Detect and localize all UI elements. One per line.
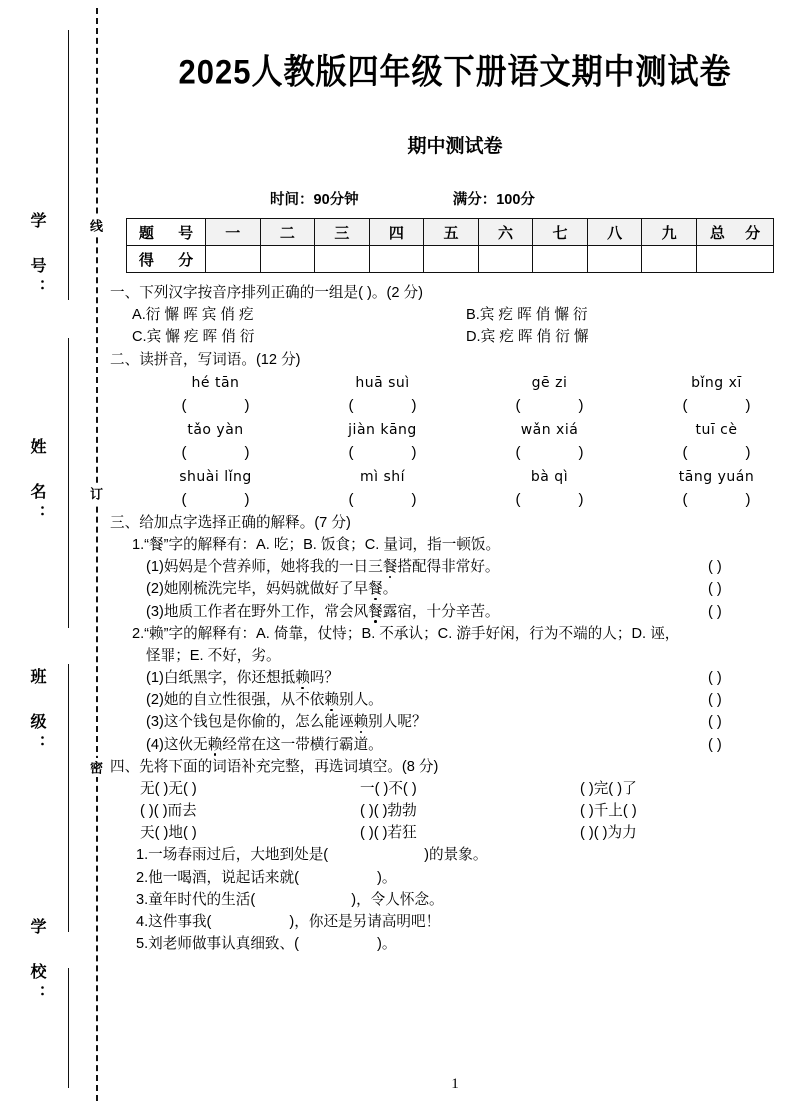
- idiom-blank[interactable]: 无( )无( ): [140, 780, 197, 797]
- pinyin-text: jiàn kāng: [348, 421, 417, 438]
- fill-sentence-4: 4.这件事我( )，你还是另请高明吧！: [136, 913, 441, 930]
- pinyin-row-2: [110, 420, 800, 465]
- score-cell-3[interactable]: [315, 246, 370, 273]
- exam-total-score: 满分：100分: [452, 192, 535, 208]
- seam-word-xian: 线: [89, 216, 102, 235]
- dotted-char: 餐: [368, 581, 383, 598]
- answer-blank[interactable]: ( ): [708, 670, 722, 687]
- idiom-blank[interactable]: 天( )地( ): [140, 825, 197, 842]
- answer-blank[interactable]: ( ): [708, 559, 722, 576]
- score-cell-8[interactable]: [587, 246, 642, 273]
- section-3-q2-item: [110, 689, 800, 711]
- score-col-4: 四: [369, 219, 424, 246]
- pinyin-cell: [466, 373, 633, 418]
- seam-solid-4: [68, 968, 69, 1088]
- idiom-blank[interactable]: ( )( )勃勃: [359, 803, 417, 820]
- pinyin-text: hé tān: [191, 374, 240, 391]
- dotted-char: 赖: [207, 736, 223, 753]
- pinyin-text: tāng yuán: [678, 468, 755, 485]
- dotted-char: 餐: [368, 603, 383, 620]
- answer-blank[interactable]: ( ): [708, 714, 722, 731]
- answer-blank[interactable]: ( ): [181, 444, 250, 462]
- exam-duration: 时间：90分钟: [270, 192, 359, 208]
- binding-sidebar: [0, 0, 110, 1109]
- answer-blank[interactable]: ( ): [181, 491, 250, 509]
- exam-meta: [110, 188, 800, 209]
- pinyin-cell: [299, 420, 466, 465]
- score-cell-7[interactable]: [533, 246, 588, 273]
- section-1-heading: 一、下列汉字按音序排列正确的一组是( )。(2 分): [110, 285, 423, 301]
- answer-blank[interactable]: ( ): [682, 396, 751, 414]
- idiom-row-1: [110, 778, 800, 800]
- answer-blank[interactable]: ( ): [515, 396, 584, 414]
- item-text: (4)这伙无赖经常在这一带横行霸道。: [146, 736, 383, 753]
- pinyin-cell: [132, 467, 299, 512]
- score-table-header-row: [127, 219, 774, 246]
- item-text: (2)她刚梳洗完毕，妈妈就做好了早餐。: [146, 581, 398, 598]
- score-col-1: 一: [206, 219, 261, 246]
- section-3-q1-item: [110, 578, 800, 600]
- seam-solid-3: [68, 664, 69, 932]
- section-4-heading: 四、先将下面的词语补充完整，再选词填空。(8 分): [110, 758, 439, 775]
- score-col-6: 六: [478, 219, 533, 246]
- idiom-blank[interactable]: ( )( )为力: [579, 825, 637, 842]
- dotted-char: 赖: [324, 692, 339, 709]
- idiom-blank[interactable]: ( )( )而去: [140, 803, 197, 820]
- pinyin-text: wǎn xiá: [520, 421, 579, 438]
- sidebar-label-school: 学 校：: [28, 918, 45, 1007]
- page-number: 1: [451, 1076, 459, 1092]
- item-text: (1)妈妈是个营养师，她将我的一日三餐搭配得非常好。: [146, 559, 500, 576]
- seam-word-ding: 订: [89, 484, 102, 503]
- pinyin-text: huā suì: [355, 374, 410, 391]
- item-text: (1)白纸黑字，你还想抵赖吗？: [146, 670, 339, 687]
- option-a[interactable]: A.衍 懈 晖 宾 俏 疙: [132, 307, 254, 324]
- pinyin-cell: [466, 467, 633, 512]
- answer-blank[interactable]: ( ): [348, 444, 417, 462]
- answer-blank[interactable]: ( ): [348, 396, 417, 414]
- idiom-blank[interactable]: ( )( )若狂: [359, 825, 417, 842]
- idiom-row-2: [110, 800, 800, 822]
- answer-blank[interactable]: ( ): [708, 692, 722, 709]
- sidebar-label-class: 班 级：: [28, 668, 45, 757]
- pinyin-cell: [466, 420, 633, 465]
- fill-sentence-3: 3.童年时代的生活( )，令人怀念。: [136, 891, 444, 908]
- answer-blank[interactable]: ( ): [682, 444, 751, 462]
- section-3-q2-stem-line1: 2.“赖”字的解释有：A. 倚靠，仗恃；B. 不承认；C. 游手好闲，行为不端的人；D. 诬，: [132, 625, 680, 642]
- score-col-2: 二: [260, 219, 315, 246]
- pinyin-cell: [132, 420, 299, 465]
- option-d[interactable]: D.宾 疙 晖 俏 衍 懈: [466, 329, 589, 346]
- section-3-q1-stem: 1.“餐”字的解释有：A. 吃；B. 饭食；C. 量词，指一顿饭。: [132, 537, 501, 554]
- fill-sentence-2: 2.他一喝酒，说起话来就( )。: [136, 869, 397, 886]
- answer-blank[interactable]: ( ): [515, 444, 584, 462]
- idiom-row-3: [110, 822, 800, 844]
- fill-sentence-1: 1.一场春雨过后，大地到处是( )的景象。: [136, 847, 488, 864]
- score-col-total: 总 分: [697, 219, 774, 246]
- page-title: 2025人教版四年级下册语文期中测试卷: [178, 52, 732, 92]
- section-3-q1-item: [110, 556, 800, 578]
- dotted-char: 赖: [353, 714, 369, 731]
- item-text: (3)这个钱包是你偷的，怎么能诬赖别人呢？: [146, 714, 427, 731]
- pinyin-row-3: [110, 467, 800, 512]
- pinyin-cell: [132, 373, 299, 418]
- score-cell-total[interactable]: [697, 246, 774, 273]
- option-b[interactable]: B.宾 疙 晖 俏 懈 衍: [466, 307, 588, 324]
- option-c[interactable]: C.宾 懈 疙 晖 俏 衍: [132, 329, 255, 346]
- section-3-heading: 三、给加点字选择正确的解释。(7 分): [110, 514, 351, 531]
- score-col-7: 七: [533, 219, 588, 246]
- section-3-q1-item: [110, 601, 800, 623]
- section-1-options-row-1: [110, 304, 800, 326]
- idiom-blank[interactable]: ( )完( )了: [579, 780, 637, 797]
- score-cell-6[interactable]: [478, 246, 533, 273]
- answer-blank[interactable]: ( ): [708, 603, 722, 620]
- item-text: (2)她的自立性很强，从不依赖别人。: [146, 692, 383, 709]
- section-3-q2-stem-line2: 怪罪；E. 不好，劣。: [146, 647, 281, 664]
- dotted-char: 赖: [295, 670, 310, 687]
- section-1-options-row-2: [110, 326, 800, 348]
- section-3-q2-item: [110, 734, 800, 756]
- section-2-heading: 二、读拼音，写词语。(12 分): [110, 351, 301, 368]
- pinyin-text: bǐng xī: [691, 374, 742, 391]
- seam-word-mi: 密: [89, 758, 102, 777]
- section-3-q2-item: [110, 667, 800, 689]
- seam-solid-1: [68, 30, 69, 300]
- score-col-8: 八: [587, 219, 642, 246]
- pinyin-text: gē zi: [531, 374, 568, 391]
- score-cell-4[interactable]: [369, 246, 424, 273]
- score-col-3: 三: [315, 219, 370, 246]
- pinyin-text: mì shí: [359, 468, 406, 485]
- pinyin-cell: [633, 373, 800, 418]
- pinyin-row-1: [110, 373, 800, 418]
- answer-blank[interactable]: ( ): [181, 396, 250, 414]
- answer-blank[interactable]: ( ): [515, 491, 584, 509]
- pinyin-cell: [299, 467, 466, 512]
- dashed-seam-line: [96, 8, 98, 1101]
- section-3-q2-item: [110, 711, 800, 733]
- answer-blank[interactable]: ( ): [708, 736, 722, 753]
- score-table-label-score: 得 分: [127, 246, 206, 273]
- pinyin-text: bà qì: [530, 468, 569, 485]
- score-cell-9[interactable]: [642, 246, 697, 273]
- pinyin-text: tuī cè: [695, 421, 738, 438]
- score-table: [126, 218, 774, 273]
- pinyin-cell: [633, 467, 800, 512]
- sidebar-label-student-id: 学 号：: [28, 212, 45, 301]
- score-col-9: 九: [642, 219, 697, 246]
- answer-blank[interactable]: ( ): [348, 491, 417, 509]
- item-text: (3)地质工作者在野外工作，常会风餐露宿，十分辛苦。: [146, 603, 500, 620]
- score-table-entry-row: [127, 246, 774, 273]
- fill-sentence-5: 5.刘老师做事认真细致、( )。: [136, 936, 397, 953]
- score-col-5: 五: [424, 219, 479, 246]
- paper-subtitle: 期中测试卷: [407, 136, 503, 157]
- score-cell-5[interactable]: [424, 246, 479, 273]
- exam-paper-content: [110, 0, 800, 1109]
- idiom-blank[interactable]: 一( )不( ): [359, 780, 417, 797]
- sidebar-label-name: 姓 名：: [28, 438, 45, 527]
- pinyin-text: tǎo yàn: [187, 421, 244, 438]
- pinyin-cell: [633, 420, 800, 465]
- answer-blank[interactable]: ( ): [682, 491, 751, 509]
- answer-blank[interactable]: ( ): [708, 581, 722, 598]
- idiom-blank[interactable]: ( )千上( ): [579, 803, 637, 820]
- score-table-label-number: 题 号: [127, 219, 206, 246]
- seam-solid-2: [68, 338, 69, 628]
- score-cell-1[interactable]: [206, 246, 261, 273]
- dotted-char: 餐: [382, 559, 398, 576]
- pinyin-text: shuài lǐng: [179, 468, 252, 485]
- pinyin-cell: [299, 373, 466, 418]
- score-cell-2[interactable]: [260, 246, 315, 273]
